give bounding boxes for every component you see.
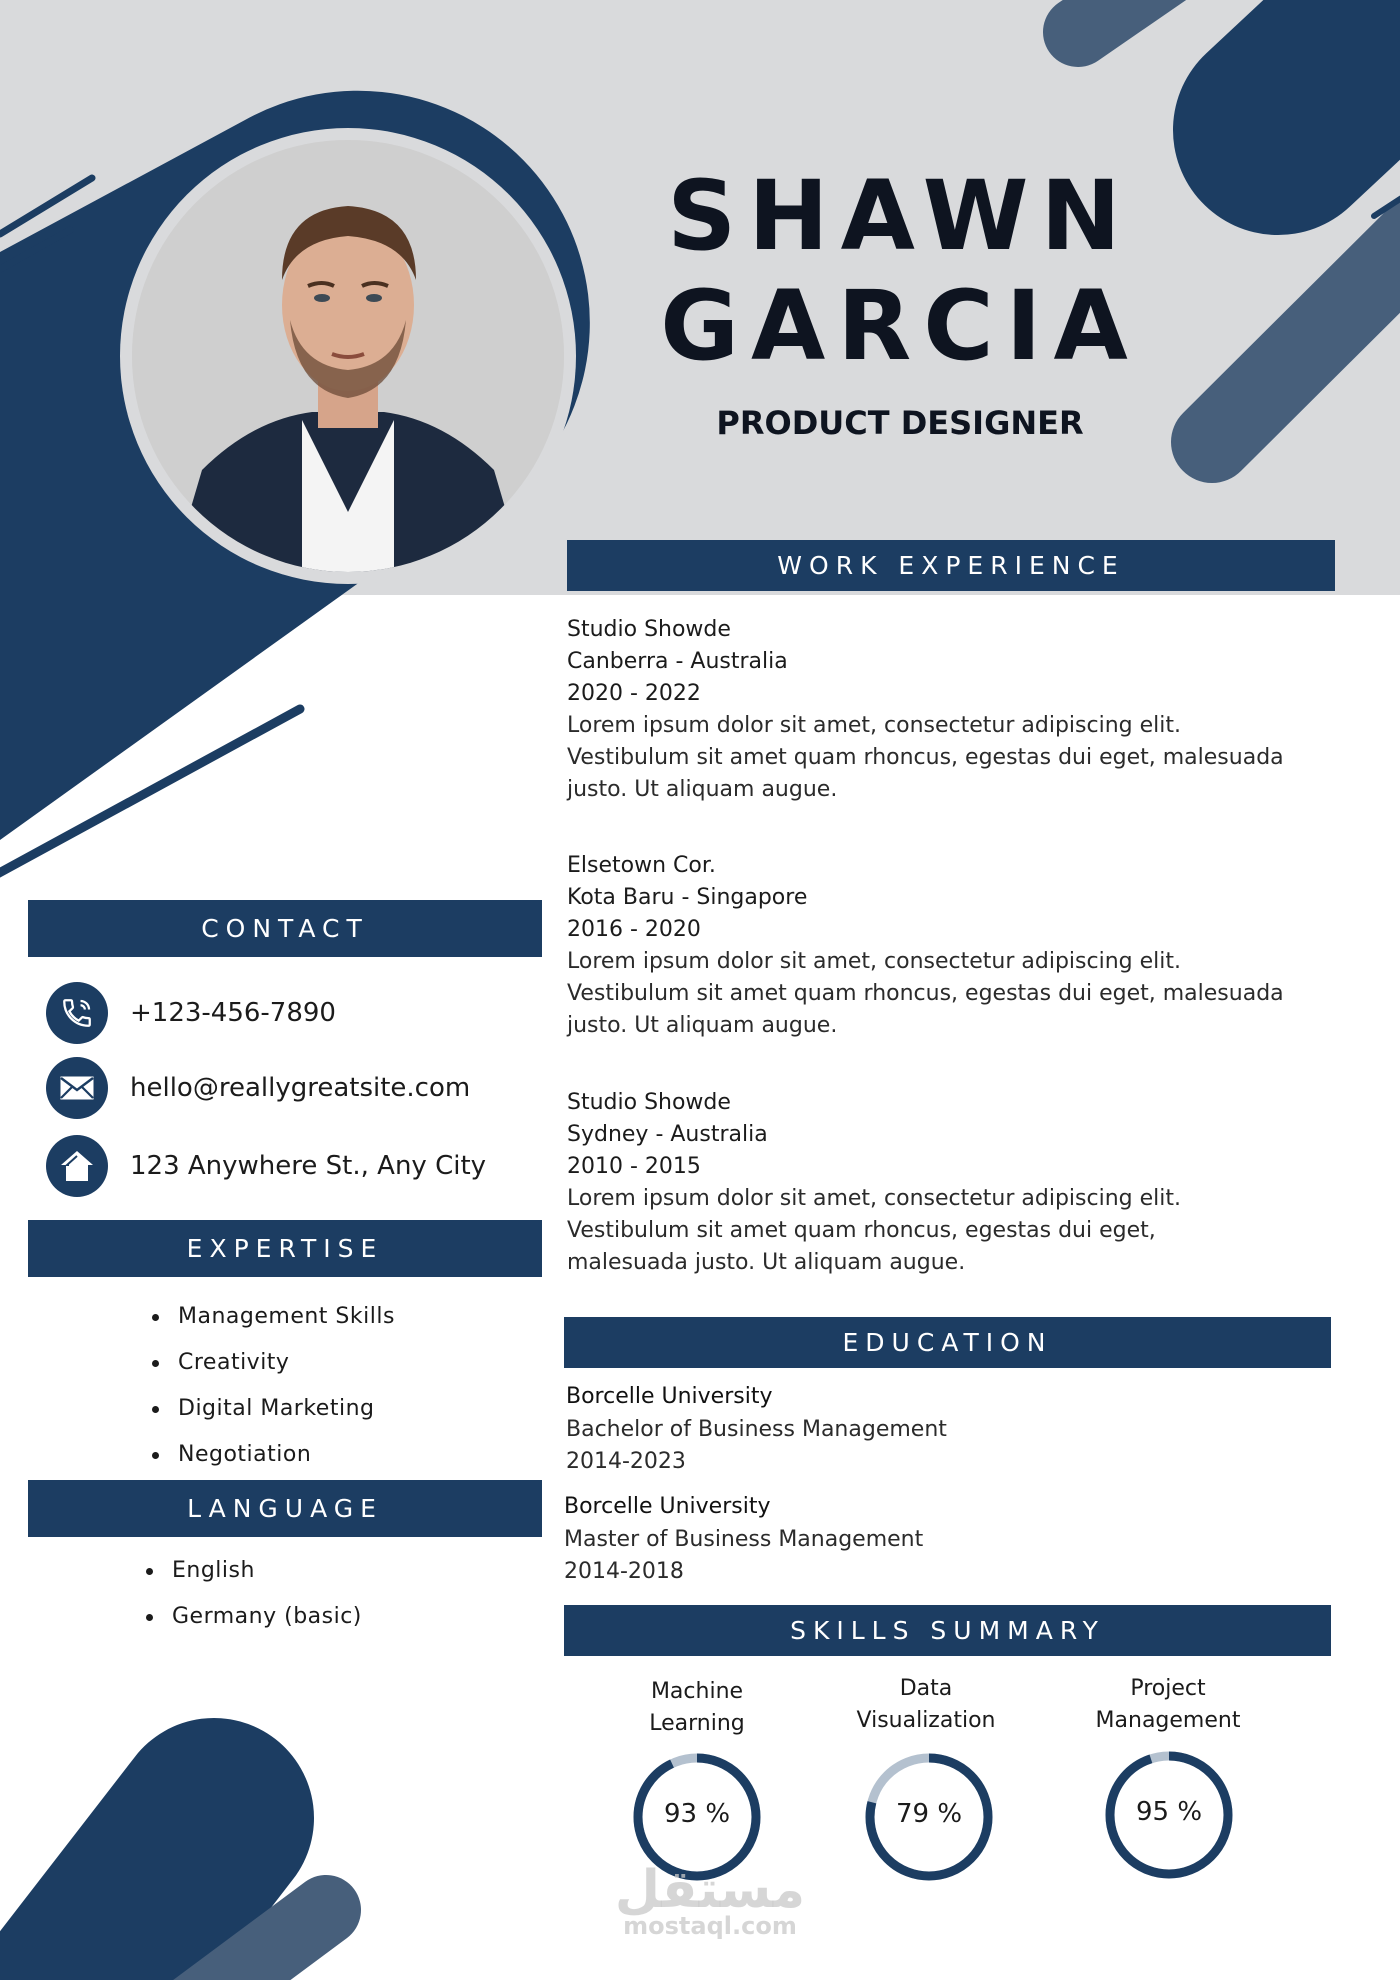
- education-years: 2014-2023: [566, 1449, 686, 1474]
- skills-summary-header: SKILLS SUMMARY: [564, 1605, 1331, 1656]
- expertise-item: Creativity: [152, 1340, 395, 1386]
- skill-label-data-visualization: [816, 1673, 1036, 1737]
- first-name: SHAWN: [667, 160, 1133, 272]
- job-entry-1: [567, 614, 1347, 806]
- job-description-line: Vestibulum sit amet quam rhoncus, egestas dui eget, malesuada: [567, 745, 1284, 770]
- job-description-line: malesuada justo. Ut aliquam augue.: [567, 1250, 966, 1275]
- job-entry-3: [567, 1087, 1347, 1279]
- skill-percent: 95 %: [1135, 1797, 1203, 1827]
- mail-icon: [46, 1057, 108, 1119]
- skill-label-machine-learning: [587, 1676, 807, 1740]
- skill-label-line: Project: [1130, 1676, 1206, 1701]
- education-degree: Bachelor of Business Management: [566, 1417, 947, 1442]
- skill-label-line: Learning: [649, 1711, 745, 1736]
- watermark-arabic: مستقل: [614, 1860, 806, 1920]
- education-entry-1: [566, 1381, 947, 1477]
- job-years: 2010 - 2015: [567, 1154, 701, 1179]
- job-location: Kota Baru - Singapore: [567, 885, 808, 910]
- contact-phone: [46, 982, 336, 1044]
- skill-gauge: [1104, 1750, 1234, 1880]
- work-experience-header: WORK EXPERIENCE: [567, 540, 1335, 591]
- job-years: 2016 - 2020: [567, 917, 701, 942]
- job-description-line: Lorem ipsum dolor sit amet, consectetur adipiscing elit.: [567, 949, 1181, 974]
- education-degree: Master of Business Management: [564, 1527, 924, 1552]
- job-description-line: justo. Ut aliquam augue.: [567, 1013, 838, 1038]
- job-location: Sydney - Australia: [567, 1122, 768, 1147]
- language-list: [146, 1548, 362, 1640]
- job-description-line: Vestibulum sit amet quam rhoncus, egestas dui eget, malesuada: [567, 981, 1284, 1006]
- skill-percent: 79 %: [895, 1799, 963, 1829]
- phone-number[interactable]: +123-456-7890: [130, 998, 336, 1028]
- job-title: PRODUCT DESIGNER: [716, 404, 1084, 442]
- job-years: 2020 - 2022: [567, 681, 701, 706]
- email-address[interactable]: hello@reallygreatsite.com: [130, 1073, 471, 1103]
- job-description-line: Lorem ipsum dolor sit amet, consectetur adipiscing elit.: [567, 713, 1181, 738]
- job-location: Canberra - Australia: [567, 649, 788, 674]
- language-header: LANGUAGE: [28, 1480, 542, 1537]
- skill-label-project-management: [1058, 1673, 1278, 1737]
- education-school: Borcelle University: [566, 1384, 773, 1409]
- job-entry-2: [567, 850, 1347, 1042]
- language-item: English: [146, 1548, 362, 1594]
- expertise-item: Digital Marketing: [152, 1386, 395, 1432]
- education-header: EDUCATION: [564, 1317, 1331, 1368]
- education-years: 2014-2018: [564, 1559, 684, 1584]
- watermark-latin: mostaql.com: [623, 1912, 797, 1940]
- contact-email: [46, 1057, 470, 1119]
- expertise-item: Management Skills: [152, 1294, 395, 1340]
- street-address: 123 Anywhere St., Any City: [130, 1151, 487, 1181]
- profile-photo: [132, 140, 564, 572]
- job-company: Studio Showde: [567, 1090, 731, 1115]
- job-company: Elsetown Cor.: [567, 853, 716, 878]
- education-entry-2: [564, 1491, 923, 1587]
- job-description-line: Vestibulum sit amet quam rhoncus, egestas dui eget,: [567, 1218, 1156, 1243]
- skill-gauge: [864, 1752, 994, 1882]
- top-right-blob: [1278, 0, 1400, 130]
- skill-percent: 93 %: [663, 1799, 731, 1829]
- education-school: Borcelle University: [564, 1494, 771, 1519]
- skill-label-line: Management: [1095, 1708, 1241, 1733]
- phone-icon: [46, 982, 108, 1044]
- skill-label-line: Data: [899, 1676, 953, 1701]
- job-company: Studio Showde: [567, 617, 731, 642]
- language-item: Germany (basic): [146, 1594, 362, 1640]
- expertise-header: EXPERTISE: [28, 1220, 542, 1277]
- contact-header: CONTACT: [28, 900, 542, 957]
- expertise-list: [152, 1294, 395, 1478]
- expertise-item: Negotiation: [152, 1432, 395, 1478]
- job-description-line: Lorem ipsum dolor sit amet, consectetur adipiscing elit.: [567, 1186, 1181, 1211]
- contact-address: [46, 1135, 486, 1197]
- last-name: GARCIA: [660, 270, 1140, 382]
- skill-label-line: Machine: [650, 1679, 744, 1704]
- skill-label-line: Visualization: [856, 1708, 996, 1733]
- job-description-line: justo. Ut aliquam augue.: [567, 777, 838, 802]
- home-icon: [46, 1135, 108, 1197]
- bottom-left-blob: [50, 1818, 214, 1980]
